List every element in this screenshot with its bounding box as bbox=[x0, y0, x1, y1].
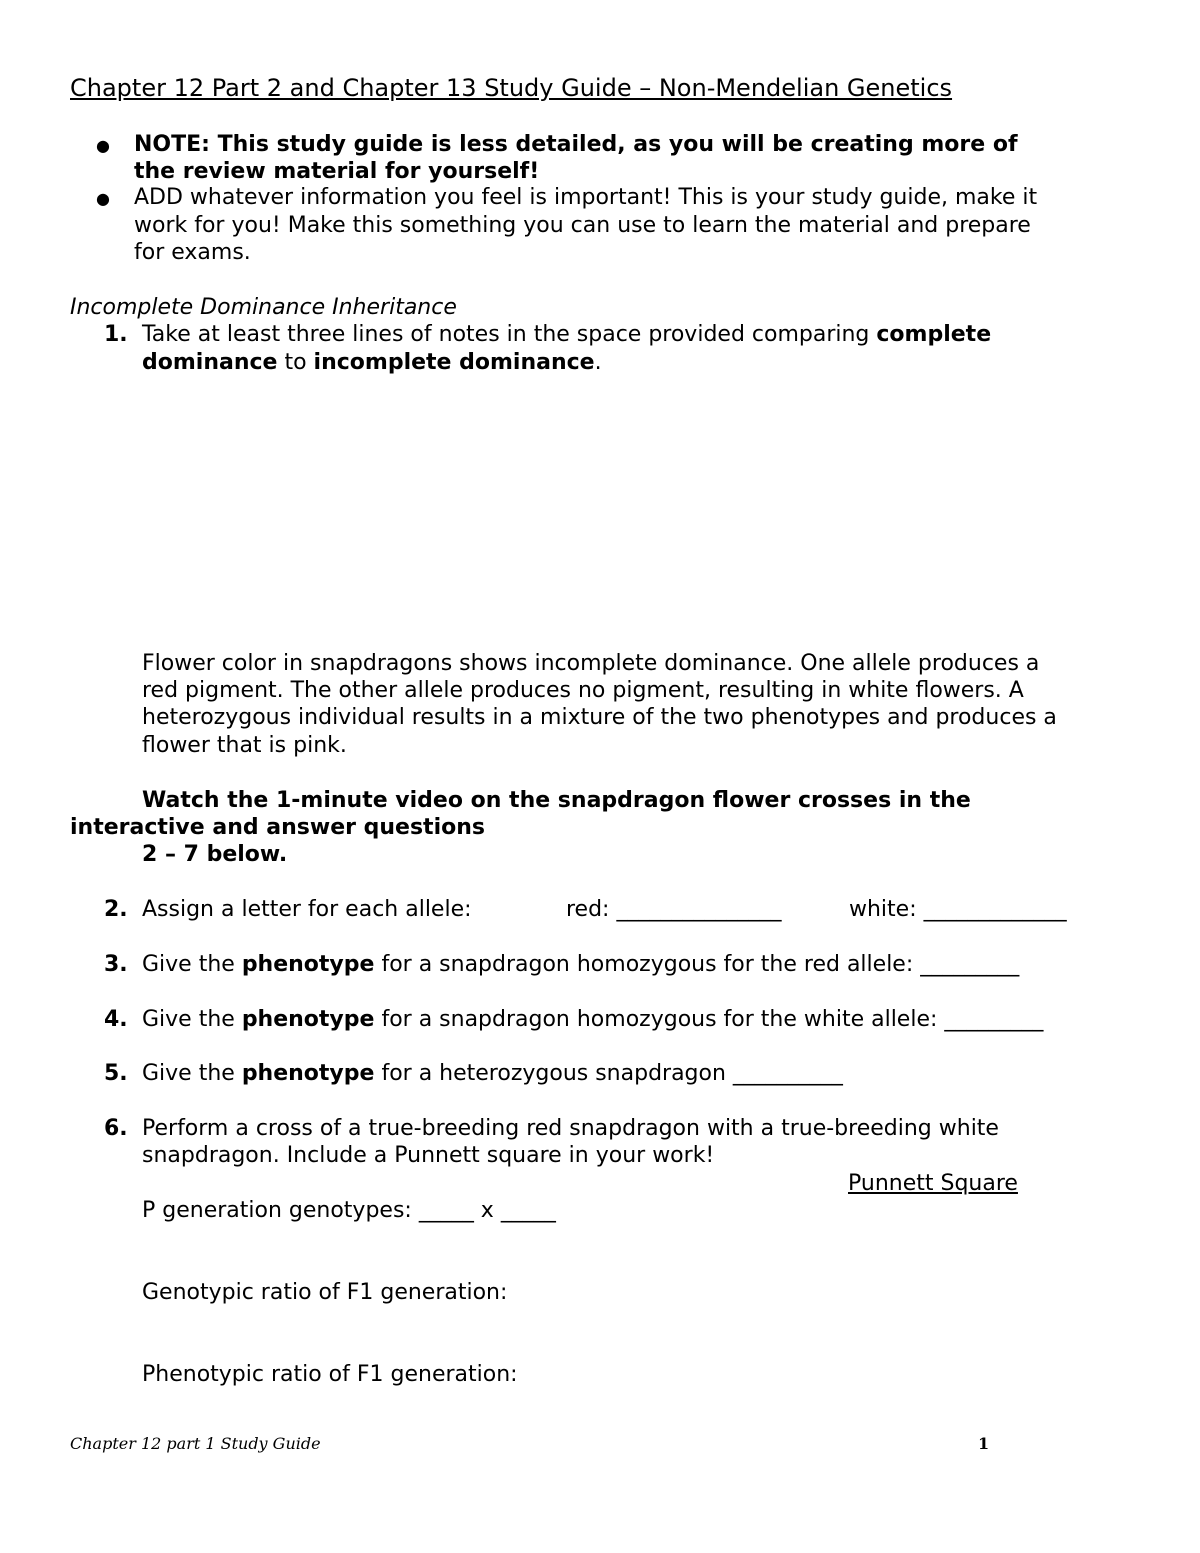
question-4-number: 4. bbox=[104, 1007, 128, 1032]
add-line-1: ADD whatever information you feel is important! This is your study guide, make it bbox=[134, 185, 1038, 210]
question-2-number: 2. bbox=[104, 897, 128, 922]
paragraph-line: red pigment. The other allele produces no pigment, resulting in white flowers. A bbox=[142, 678, 1024, 703]
paragraph-line: Flower color in snapdragons shows incomplete dominance. One allele produces a bbox=[142, 651, 1040, 676]
watch-line-1: Watch the 1-minute video on the snapdragon flower crosses in the bbox=[142, 788, 971, 813]
page-title: Chapter 12 Part 2 and Chapter 13 Study Guide – Non-Mendelian Genetics bbox=[70, 74, 953, 102]
question-6-number: 6. bbox=[104, 1116, 128, 1141]
red-allele-blank[interactable]: red: _______________ bbox=[566, 897, 782, 922]
note-line-1: NOTE: This study guide is less detailed, as you will be creating more of bbox=[134, 132, 1018, 157]
question-6-line-2: snapdragon. Include a Punnett square in your work! bbox=[142, 1143, 715, 1168]
question-5-number: 5. bbox=[104, 1061, 128, 1086]
phenotypic-ratio[interactable]: Phenotypic ratio of F1 generation: bbox=[142, 1362, 518, 1387]
question-3-text[interactable]: Give the phenotype for a snapdragon homozygous for the red allele: _________ bbox=[142, 952, 1020, 977]
paragraph-line: flower that is pink. bbox=[142, 733, 347, 758]
add-line-3: for exams. bbox=[134, 240, 251, 265]
question-2-text: Assign a letter for each allele: bbox=[142, 897, 472, 922]
note-line-2: the review material for yourself! bbox=[134, 159, 540, 184]
question-6-line-1: Perform a cross of a true-breeding red snapdragon with a true-breeding white bbox=[142, 1116, 999, 1141]
genotypic-ratio[interactable]: Genotypic ratio of F1 generation: bbox=[142, 1280, 508, 1305]
question-4-text[interactable]: Give the phenotype for a snapdragon homozygous for the white allele: _________ bbox=[142, 1007, 1044, 1032]
question-5-text[interactable]: Give the phenotype for a heterozygous snapdragon __________ bbox=[142, 1061, 843, 1086]
watch-line-3: 2 – 7 below. bbox=[142, 842, 288, 867]
p-generation-genotypes[interactable]: P generation genotypes: _____ x _____ bbox=[142, 1198, 556, 1223]
footer-text: Chapter 12 part 1 Study Guide bbox=[70, 1434, 321, 1453]
question-1-number: 1. bbox=[104, 322, 128, 347]
watch-line-2: interactive and answer questions bbox=[70, 815, 485, 840]
bullet-icon: ● bbox=[96, 136, 110, 155]
add-line-2: work for you! Make this something you can use to learn the material and prepare bbox=[134, 213, 1031, 238]
bullet-icon: ● bbox=[96, 189, 110, 208]
question-1-line-2: dominance to incomplete dominance. bbox=[142, 350, 602, 375]
question-3-number: 3. bbox=[104, 952, 128, 977]
page-number: 1 bbox=[978, 1434, 990, 1453]
paragraph-line: heterozygous individual results in a mixture of the two phenotypes and produces a bbox=[142, 705, 1057, 730]
punnett-square-label: Punnett Square bbox=[848, 1171, 1018, 1196]
question-1-line-1: Take at least three lines of notes in the space provided comparing complete bbox=[142, 322, 992, 347]
section-heading: Incomplete Dominance Inheritance bbox=[70, 295, 457, 320]
white-allele-blank[interactable]: white: _____________ bbox=[849, 897, 1067, 922]
